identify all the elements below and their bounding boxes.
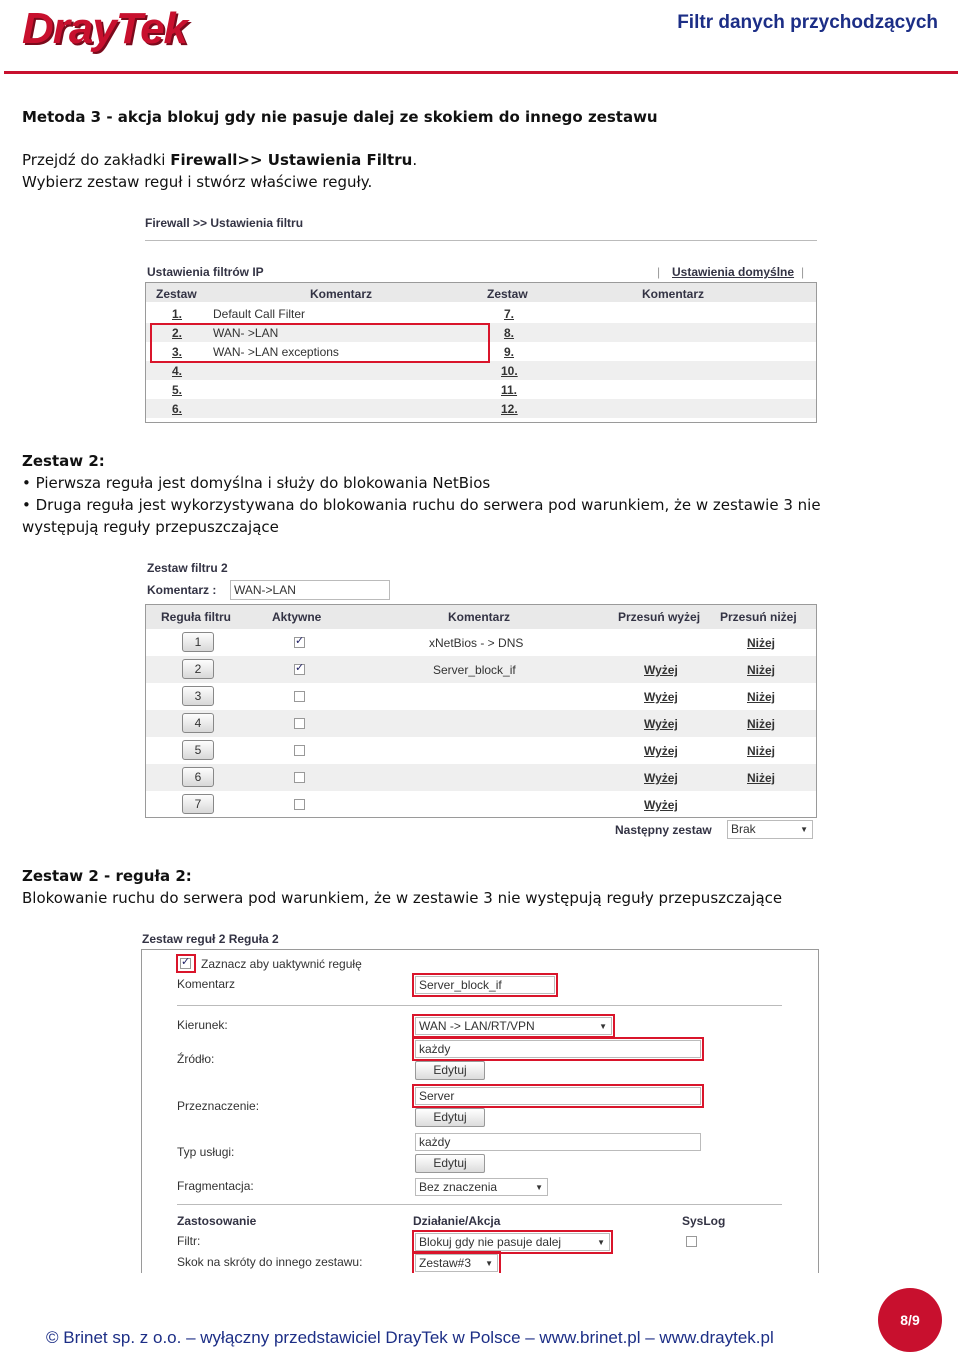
- set-comment: WAN- >LAN exceptions: [213, 345, 339, 359]
- highlight-box: [412, 973, 558, 997]
- set2-bullet-2-cont: występują reguły przepuszczające: [22, 518, 279, 536]
- highlight-box: [150, 323, 490, 363]
- move-up-link[interactable]: Wyżej: [644, 663, 678, 677]
- section-title: Ustawienia filtrów IP: [147, 265, 264, 279]
- separator: |: [657, 265, 661, 279]
- highlight-box: [412, 1037, 704, 1061]
- rule2-heading: Zestaw 2 - reguła 2:: [22, 867, 192, 885]
- active-checkbox[interactable]: [294, 637, 305, 648]
- filter-action-select[interactable]: Blokuj gdy nie pasuje dalej ▼: [415, 1233, 610, 1251]
- divider: [177, 1204, 782, 1205]
- table-row: [146, 791, 816, 818]
- fragmentation-select[interactable]: Bez znaczenia ▼: [415, 1178, 548, 1196]
- rules-table: [145, 604, 817, 818]
- rule2-description: Blokowanie ruchu do serwera pod warunkiem, że w zestawie 3 nie występują reguły przepuszczające: [22, 889, 783, 907]
- rule-button[interactable]: 6: [182, 767, 214, 787]
- set-comment: WAN- >LAN: [213, 326, 279, 340]
- set-link[interactable]: 8.: [504, 326, 515, 340]
- set-link[interactable]: 2.: [172, 326, 183, 340]
- direction-select[interactable]: WAN -> LAN/RT/VPN ▼: [415, 1017, 612, 1035]
- intro-line-2: Wybierz zestaw reguł i stwórz właściwe reguły.: [22, 173, 373, 191]
- rule-button[interactable]: 2: [182, 659, 214, 679]
- source-label: Źródło:: [177, 1052, 215, 1066]
- table-header: [146, 283, 816, 302]
- edit-source-button[interactable]: Edytuj: [415, 1061, 485, 1080]
- comment-label: Komentarz: [177, 977, 236, 991]
- set2-bullet-2: • Druga reguła jest wykorzystywana do blokowania ruchu do serwera pod warunkiem, że w zestawie 3 nie: [22, 496, 821, 514]
- set-link[interactable]: 5.: [172, 383, 183, 397]
- source-input[interactable]: każdy: [415, 1040, 701, 1058]
- page-number-badge: 8/9: [878, 1288, 942, 1352]
- service-type-label: Typ usługi:: [177, 1145, 235, 1159]
- highlight-box: [412, 1251, 501, 1273]
- move-up-link[interactable]: Wyżej: [644, 744, 678, 758]
- fragmentation-label: Fragmentacja:: [177, 1179, 254, 1193]
- separator: |: [801, 265, 805, 279]
- page-heading: Filtr danych przychodzących: [677, 12, 938, 33]
- move-down-link[interactable]: Niżej: [747, 744, 776, 758]
- column-header: Komentarz: [642, 287, 705, 301]
- jump-set-select[interactable]: Zestaw#3 ▼: [415, 1254, 498, 1272]
- comment-label: Komentarz :: [147, 583, 217, 597]
- filter-label: Filtr:: [177, 1234, 201, 1248]
- move-down-link[interactable]: Niżej: [747, 690, 776, 704]
- method-heading: Metoda 3 - akcja blokuj gdy nie pasuje dalej ze skokiem do innego zestawu: [22, 108, 658, 126]
- table-row: [146, 737, 816, 764]
- active-checkbox[interactable]: [294, 691, 305, 702]
- enable-label: Zaznacz aby uaktywnić regułę: [201, 957, 362, 971]
- set2-bullet-1: • Pierwsza reguła jest domyślna i służy do blokowania NetBios: [22, 474, 491, 492]
- move-up-link[interactable]: Wyżej: [644, 717, 678, 731]
- rule-button[interactable]: 4: [182, 713, 214, 733]
- column-header: Przesuń niżej: [720, 610, 797, 624]
- highlight-box: [412, 1014, 615, 1038]
- rule-button[interactable]: 1: [182, 632, 214, 652]
- move-up-link[interactable]: Wyżej: [644, 798, 678, 812]
- column-header: Reguła filtru: [161, 610, 232, 624]
- active-checkbox[interactable]: [294, 799, 305, 810]
- highlight-box: [176, 954, 196, 973]
- column-header: Przesuń wyżej: [618, 610, 701, 624]
- draytek-logo: DrayTek: [22, 4, 188, 53]
- breadcrumb: Firewall >> Ustawienia filtru: [145, 216, 304, 230]
- table-header: [146, 605, 816, 629]
- active-checkbox[interactable]: [294, 718, 305, 729]
- direction-label: Kierunek:: [177, 1018, 228, 1032]
- next-set-label: Następny zestaw: [615, 823, 712, 837]
- defaults-link[interactable]: Ustawienia domyślne: [672, 265, 795, 279]
- comment-input[interactable]: WAN->LAN: [230, 580, 390, 600]
- next-set-select[interactable]: Brak ▼: [727, 820, 813, 839]
- move-down-link[interactable]: Niżej: [747, 717, 776, 731]
- active-checkbox[interactable]: [294, 664, 305, 675]
- table-row: [146, 399, 816, 418]
- rule-button[interactable]: 3: [182, 686, 214, 706]
- rule-comment: xNetBios - > DNS: [429, 636, 524, 650]
- set2-heading: Zestaw 2:: [22, 452, 105, 470]
- syslog-checkbox[interactable]: [686, 1236, 697, 1247]
- table-row: [146, 683, 816, 710]
- move-up-link[interactable]: Wyżej: [644, 771, 678, 785]
- table-row: [146, 380, 816, 399]
- edit-destination-button[interactable]: Edytuj: [415, 1108, 485, 1127]
- column-header: Zestaw: [156, 287, 197, 301]
- table-row: [146, 361, 816, 380]
- column-header: Zestaw: [487, 287, 528, 301]
- rule-button[interactable]: 5: [182, 740, 214, 760]
- set-title: Zestaw filtru 2: [147, 561, 228, 575]
- table-row: [146, 304, 816, 323]
- filter-sets-table: [145, 282, 817, 423]
- set-link[interactable]: 7.: [504, 307, 515, 321]
- move-up-link[interactable]: Wyżej: [644, 690, 678, 704]
- syslog-label: SysLog: [682, 1214, 726, 1228]
- table-row: [146, 710, 816, 737]
- set-link[interactable]: 4.: [172, 364, 183, 378]
- header-divider: [4, 71, 958, 74]
- jump-label: Skok na skróty do innego zestawu:: [177, 1255, 363, 1269]
- set-comment: Default Call Filter: [213, 307, 306, 321]
- divider: [145, 240, 817, 241]
- rule-button[interactable]: 7: [182, 794, 214, 814]
- applied-label: Zastosowanie: [177, 1214, 257, 1228]
- column-header: Aktywne: [272, 610, 322, 624]
- active-checkbox[interactable]: [294, 772, 305, 783]
- active-checkbox[interactable]: [294, 745, 305, 756]
- footer-text: © Brinet sp. z o.o. – wyłączny przedstawiciel DrayTek w Polsce – www.brinet.pl – www.draytek.pl: [46, 1328, 774, 1347]
- set-link[interactable]: 3.: [172, 345, 183, 359]
- action-label: Działanie/Akcja: [413, 1214, 501, 1228]
- rule-title: Zestaw reguł 2 Reguła 2: [142, 932, 279, 946]
- move-down-link[interactable]: Niżej: [747, 636, 776, 650]
- destination-input[interactable]: Server: [415, 1087, 701, 1105]
- edit-service-button[interactable]: Edytuj: [415, 1154, 485, 1173]
- table-row: [146, 629, 816, 656]
- filter-set-screenshot: [145, 560, 817, 840]
- intro-line-1: [22, 149, 417, 171]
- move-down-link[interactable]: Niżej: [747, 771, 776, 785]
- filter-settings-screenshot: [145, 216, 817, 426]
- intro-menu-path: Firewall>> Ustawienia Filtru: [170, 151, 413, 169]
- rule-form: [141, 949, 819, 1273]
- set-link[interactable]: 10.: [501, 364, 518, 378]
- intro-suffix: .: [412, 151, 418, 169]
- set-link[interactable]: 11.: [501, 383, 518, 397]
- highlight-box: [412, 1084, 704, 1108]
- table-row: [146, 656, 816, 683]
- divider: [177, 1005, 782, 1006]
- rule-comment: Server_block_if: [433, 663, 516, 677]
- set-link[interactable]: 9.: [504, 345, 515, 359]
- comment-input[interactable]: Server_block_if: [415, 976, 555, 994]
- set-link[interactable]: 12.: [501, 402, 518, 416]
- set-link[interactable]: 6.: [172, 402, 183, 416]
- rule-editor-screenshot: [141, 931, 819, 1273]
- column-header: Komentarz: [310, 287, 373, 301]
- set-link[interactable]: 1.: [172, 307, 183, 321]
- column-header: Komentarz: [448, 610, 511, 624]
- service-type-input[interactable]: każdy: [415, 1133, 701, 1151]
- destination-label: Przeznaczenie:: [177, 1099, 260, 1113]
- intro-prefix: Przejdź do zakładki: [22, 151, 171, 169]
- move-down-link[interactable]: Niżej: [747, 663, 776, 677]
- table-row: [146, 764, 816, 791]
